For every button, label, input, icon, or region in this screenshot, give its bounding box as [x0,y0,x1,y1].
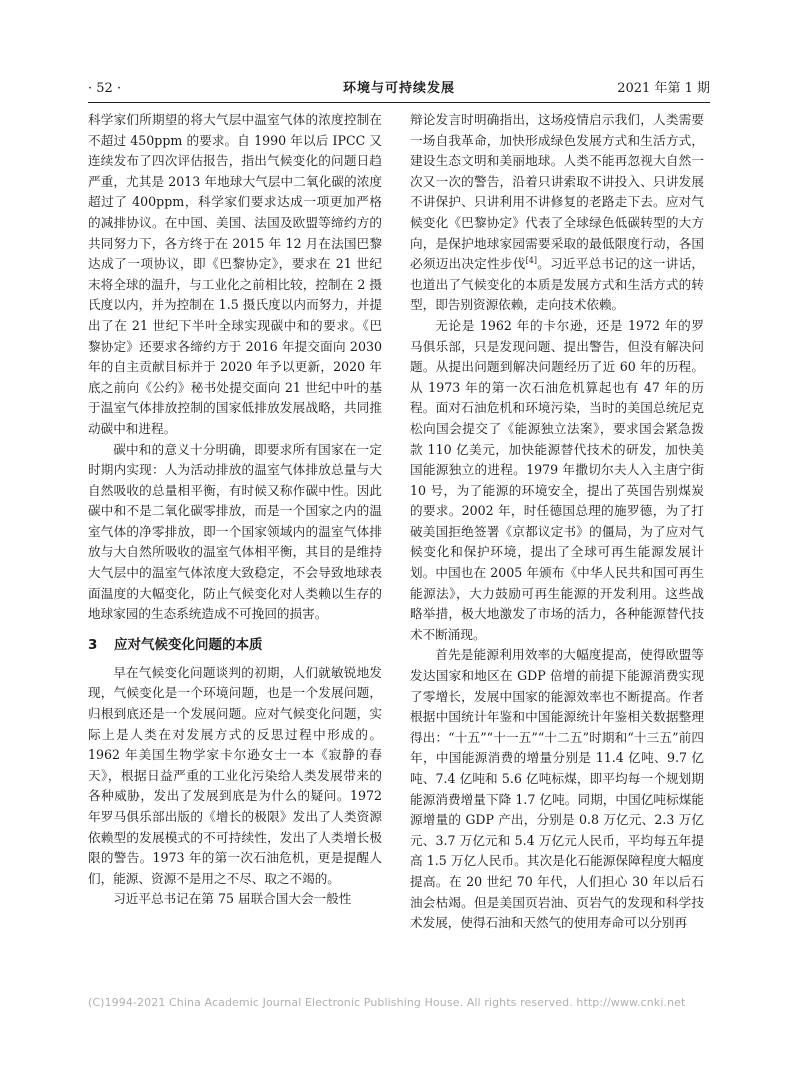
paragraph: 无论是 1962 年的卡尔逊，还是 1972 年的罗马俱乐部，只是发现问题、提出警告，但没有解决问题。从提出问题到解决问题经历了近 60 年的历程。从 1973 年的第一次石油危机算起也有 47 年的历程。面对石油危机和环境污染，当时的美国总统尼克松向国会提交了《能源独立法案》，要求国会紧急拨款 110 亿美元，加快能源替代技术的研发，加快美国能源独立的进程。1979 年撒切尔夫人入主唐宁街 10 号，为了能源的环境安全，提出了英国告别煤炭的要求。2002 年，时任德国总理的施罗德，为了打破美国拒绝签署《京都议定书》的僵局，为了应对气候变化和保护环境，提出了全球可再生能源发展计划。中国也在 2005 年颁布《中华人民共和国可再生能源法》，大力鼓励可再生能源的开发利用。这些战略举措，极大地激发了市场的活力，各种能源替代技术不断涌现。 [410,317,704,642]
paragraph: 碳中和的意义十分明确，即要求所有国家在一定时期内实现：人为活动排放的温室气体排放总量与大自然吸收的总量相平衡，有时候又称作碳中性。因此碳中和不是二氧化碳零排放，而是一个国家之内的温室气体的净零排放，即一个国家领域内的温室气体排放与大自然所吸收的温室气体相平衡，其目的是维持大气层中的温室气体浓度大致稳定，不会导致地球表面温度的大幅变化，防止气候变化对人类赖以生存的地球家园的生态系统造成不可挽回的损害。 [88,441,382,622]
page-number: · 52 · [88,81,122,96]
paragraph: 习近平总书记在第 75 届联合国大会一般性 [113,891,352,907]
paragraph: 科学家们所期望的将大气层中温室气体的浓度控制在不超过 450ppm 的要求。自 1990 年以后 IPCC 又连续发布了四次评估报告，指出气候变化的问题日趋严重，尤其是 2013 年地球大气层中二氧化碳的浓度超过了 400ppm，科学家们要求达成一项更加严格的减排协议。在中国、美国、法国及欧盟等缔约方的共同努力下，各方终于在 2015 年 12 月在法国巴黎达成了一项协议，即《巴黎协定》，要求在 21 世纪末将全球的温升，与工业化之前相比较，控制在 2 摄氏度以内，并为控制在 1.5 摄氏度以内而努力，并提出了在 21 世纪下半叶全球实现碳中和的要求。《巴黎协定》还要求各缔约方于 2016 年提交面向 2030 年的自主贡献目标并于 2020 年予以更新，2020 年底之前向《公约》秘书处提交面向 21 世纪中叶的基于温室气体排放控制的国家低排放发展战略，共同推动碳中和进程。 [88,112,382,436]
right-column [410,110,704,934]
header-rule [88,102,710,103]
issue-label: 2021 年第 1 期 [617,81,710,96]
paragraph-text: 。习近平总书记的这一讲话，也道出了气候变化的本质是发展方式和生活方式的转型，即告别资源依赖，走向技术依赖。 [410,256,705,313]
left-column [88,110,382,910]
journal-title: 环境与可持续发展 [342,81,455,96]
citation-ref: [4] [525,255,537,265]
paragraph [410,110,704,316]
paragraph: 早在气候变化问题谈判的初期，人们就敏锐地发现，气候变化是一个环境问题，也是一个发展问题，归根到底还是一个发展问题。应对气候变化问题，实际上是人类在对发展方式的反思过程中形成的。1962 年美国生物学家卡尔逊女士一本《寂静的春天》，根据日益严重的工业化污染给人类发展带来的各种威胁，发出了发展到底是为什么的疑问。1972 年罗马俱乐部出版的《增长的极限》发出了人类资源依赖型的发展模式的不可持续性，发出了人类增长极限的警告。1973 年的第一次石油危机，更是提醒人们，能源、资源不是用之不尽、取之不竭的。 [88,664,382,886]
paragraph-text: 辩论发言时明确指出，这场疫情启示我们，人类需要一场自我革命，加快形成绿色发展方式和生活方式，建设生态文明和美丽地球。人类不能再忽视大自然一次又一次的警告，沿着只讲索取不讲投入、只讲发展不讲保护、只讲利用不讲修复的老路走下去。应对气候变化《巴黎协定》代表了全球绿色低碳转型的大方向，是保护地球家园需要采取的最低限度行动，各国必须迈出决定性步伐 [410,112,704,272]
paragraph: 首先是能源利用效率的大幅度提高，使得欧盟等发达国家和地区在 GDP 倍增的前提下能源消费实现了零增长，发展中国家的能源效率也不断提高。作者根据中国统计年鉴和中国能源统计年鉴相关数据整理得出：“十五”“十一五”“十二五”时期和“十三五”前四年，中国能源消费的增量分别是 11.4 亿吨、9.7 亿吨、7.4 亿吨和 5.6 亿吨标煤，即平均每一个规划期能源消费增量下降 1.7 亿吨。同期，中国亿吨标煤能源增量的 GDP 产出，分别是 0.8 万亿元、2.3 万亿元、3.7 万亿元和 5.4 万亿元人民币，平均每五年提高 1.5 万亿人民币。其次是化石能源保障程度大幅度提高。在 20 世纪 70 年代，人们担心 30 年以后石油会枯竭。但是美国页岩油、页岩气的发现和科学技术发展，使得石油和天然气的使用寿命可以分别再 [410,647,704,931]
section-number: 3 [88,636,98,653]
copyright-watermark: (C)1994-2021 China Academic Journal Electronic Publishing House. All rights reserved. http://www.cnki.net [88,996,686,1009]
section-heading [88,634,382,656]
section-title: 应对气候变化问题的本质 [114,636,263,653]
page-header [88,78,710,100]
